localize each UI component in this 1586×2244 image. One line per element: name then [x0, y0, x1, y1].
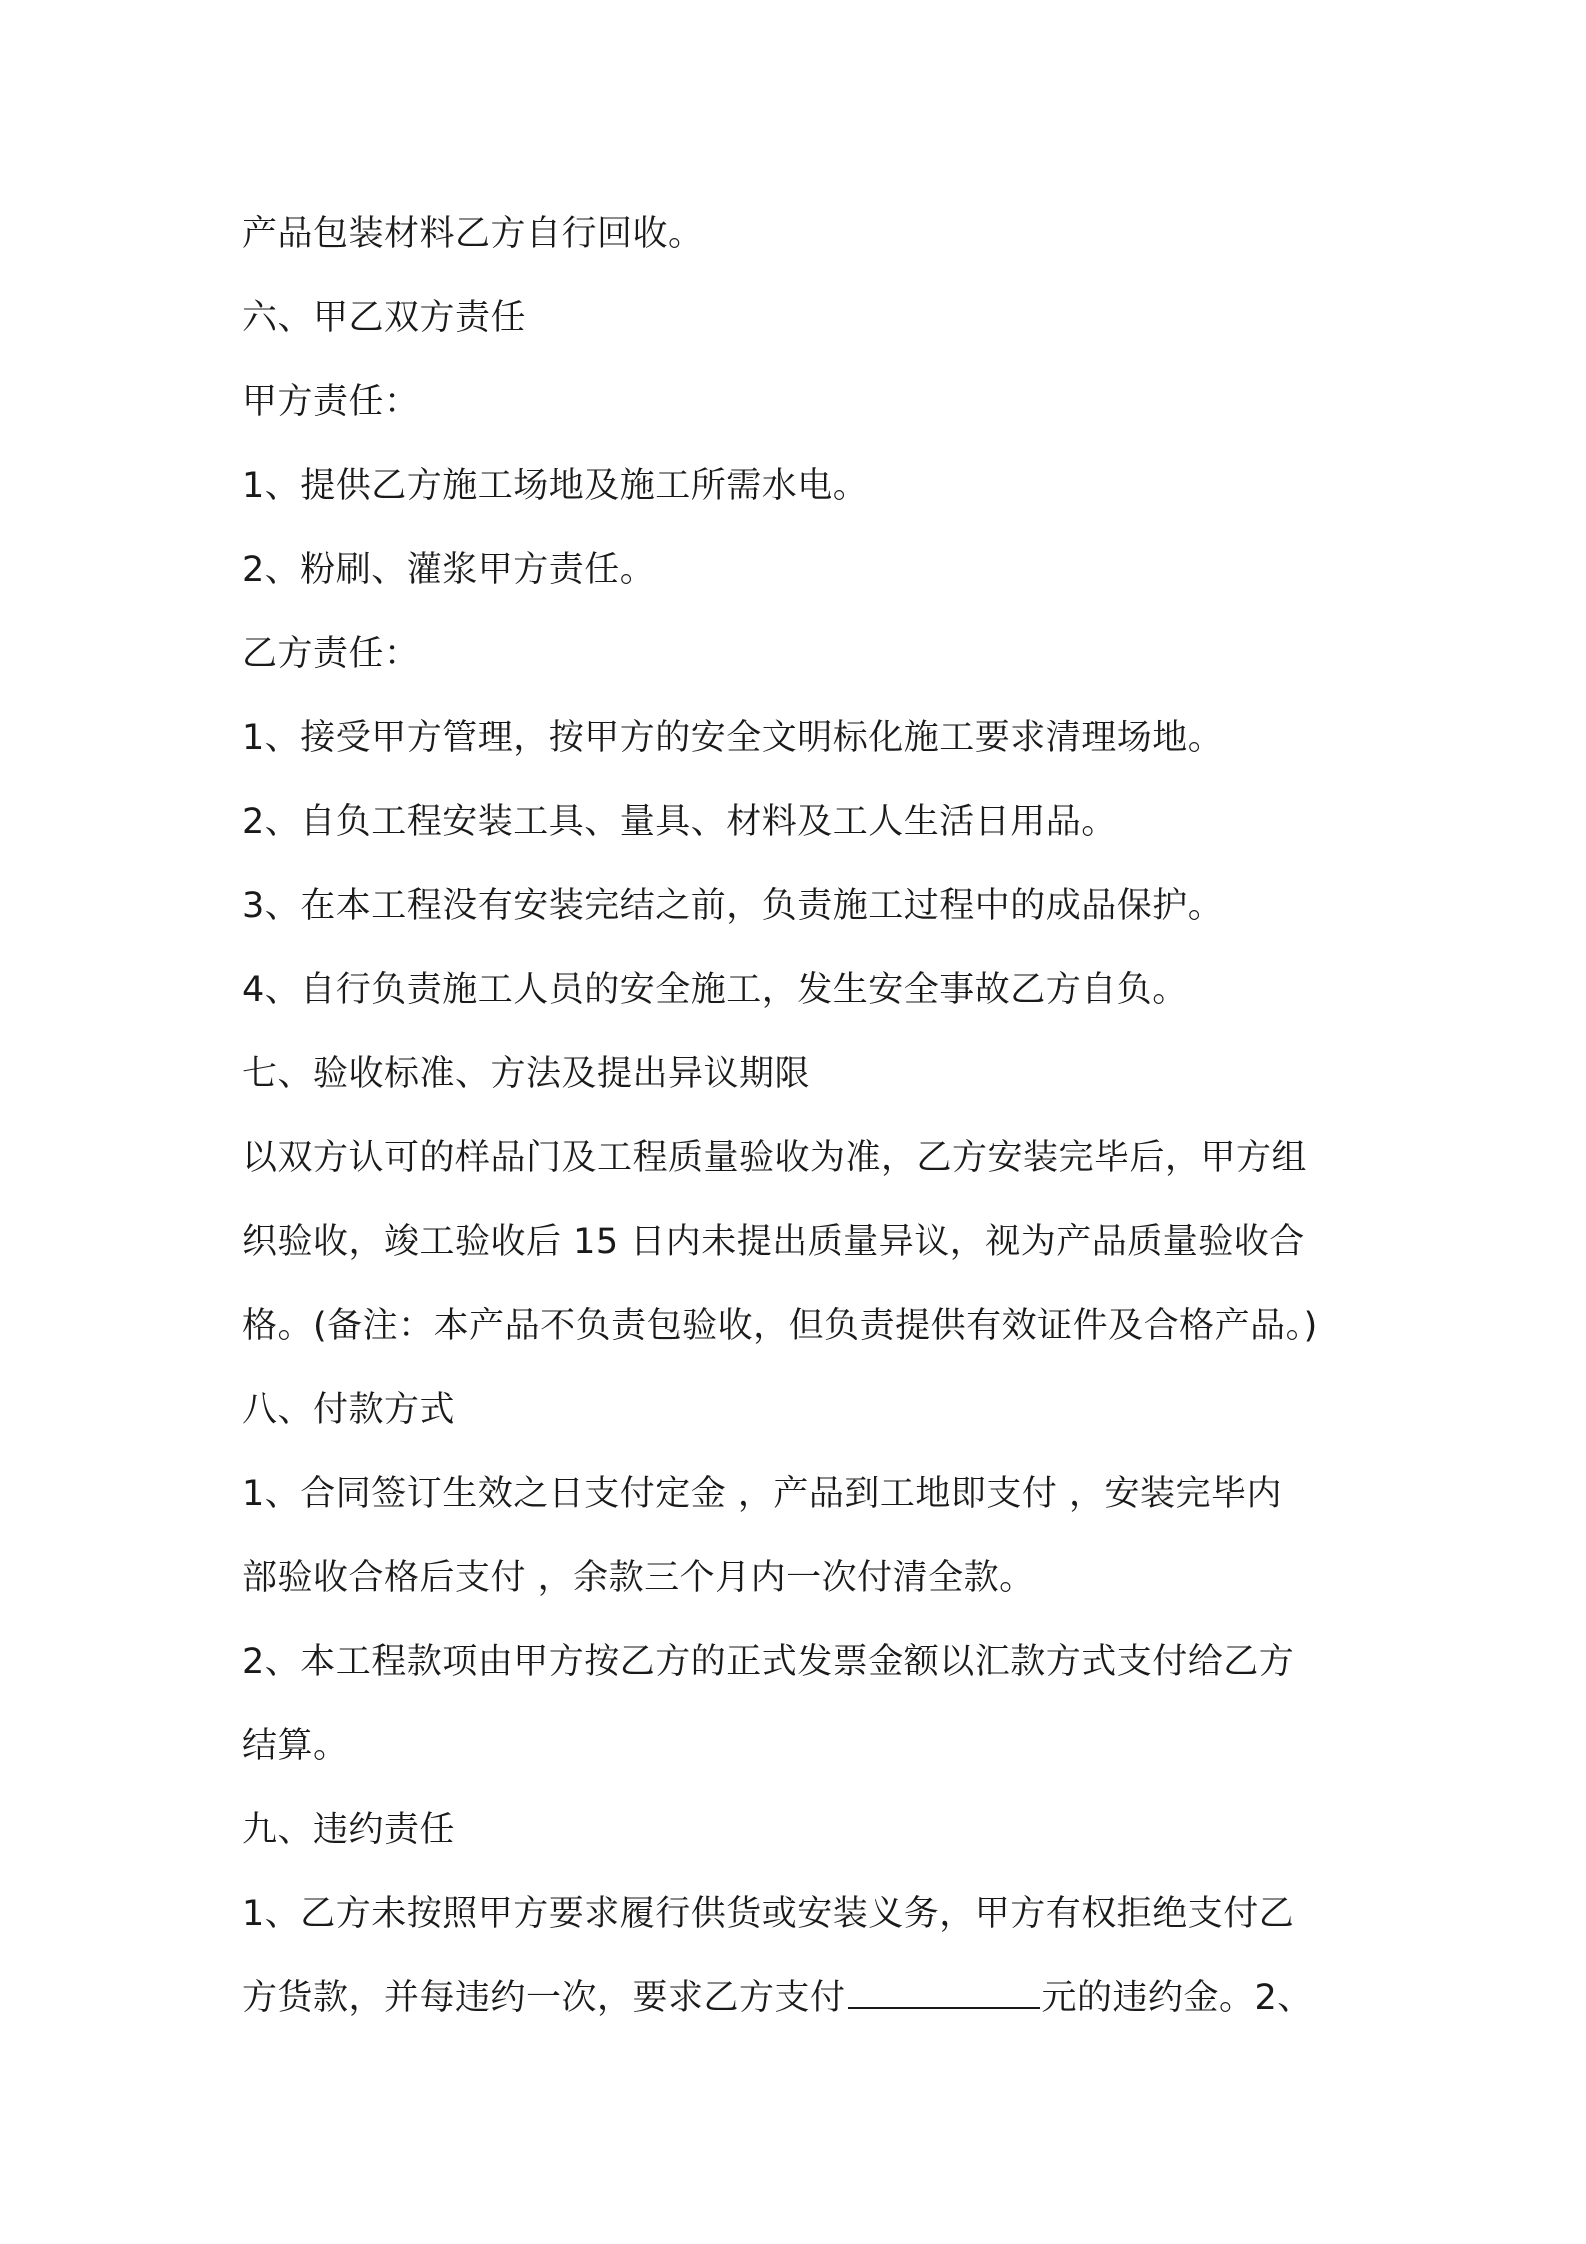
section-heading-responsibilities: 六、甲乙双方责任 — [242, 298, 527, 338]
text-line: 1、乙方未按照甲方要求履行供货或安装义务，甲方有权拒绝支付乙 — [242, 1894, 1295, 1934]
text-line: 1、合同签订生效之日支付定金 ，产品到工地即支付 ，安装完毕内 — [242, 1474, 1283, 1514]
text-line: 2、自负工程安装工具、量具、材料及工人生活日用品。 — [242, 802, 1117, 842]
text-line: 2、粉刷、灌浆甲方责任。 — [242, 550, 656, 590]
document-body — [242, 192, 1362, 2040]
section-heading-acceptance: 七、验收标准、方法及提出异议期限 — [242, 1054, 811, 1094]
party-b-heading: 乙方责任： — [242, 634, 420, 674]
text-line: 1、接受甲方管理，按甲方的安全文明标化施工要求清理场地。 — [242, 718, 1224, 758]
text-line-with-blank — [242, 1956, 1362, 2040]
text-before-blank: 方货款，并每违约一次，要求乙方支付 — [242, 1978, 846, 2018]
text-line: 结算。 — [242, 1726, 349, 1766]
party-a-heading: 甲方责任： — [242, 382, 420, 422]
text-line: 3、在本工程没有安装完结之前，负责施工过程中的成品保护。 — [242, 886, 1224, 926]
text-line: 以双方认可的样品门及工程质量验收为准，乙方安装完毕后，甲方组 — [242, 1138, 1308, 1178]
text-line: 织验收，竣工验收后 15 日内未提出质量异议，视为产品质量验收合 — [242, 1222, 1305, 1262]
text-after-blank: 元的违约金。2、 — [1041, 1978, 1313, 2018]
text-line: 格。(备注：本产品不负责包验收，但负责提供有效证件及合格产品。) — [242, 1306, 1318, 1346]
section-heading-breach: 九、违约责任 — [242, 1810, 456, 1850]
fill-in-blank[interactable] — [848, 1977, 1040, 2009]
text-line: 1、提供乙方施工场地及施工所需水电。 — [242, 466, 869, 506]
text-line: 部验收合格后支付 ，余款三个月内一次付清全款。 — [242, 1558, 1035, 1598]
section-heading-payment: 八、付款方式 — [242, 1390, 456, 1430]
text-line: 4、自行负责施工人员的安全施工，发生安全事故乙方自负。 — [242, 970, 1188, 1010]
text-line: 2、本工程款项由甲方按乙方的正式发票金额以汇款方式支付给乙方 — [242, 1642, 1295, 1682]
text-line: 产品包装材料乙方自行回收。 — [242, 214, 704, 254]
